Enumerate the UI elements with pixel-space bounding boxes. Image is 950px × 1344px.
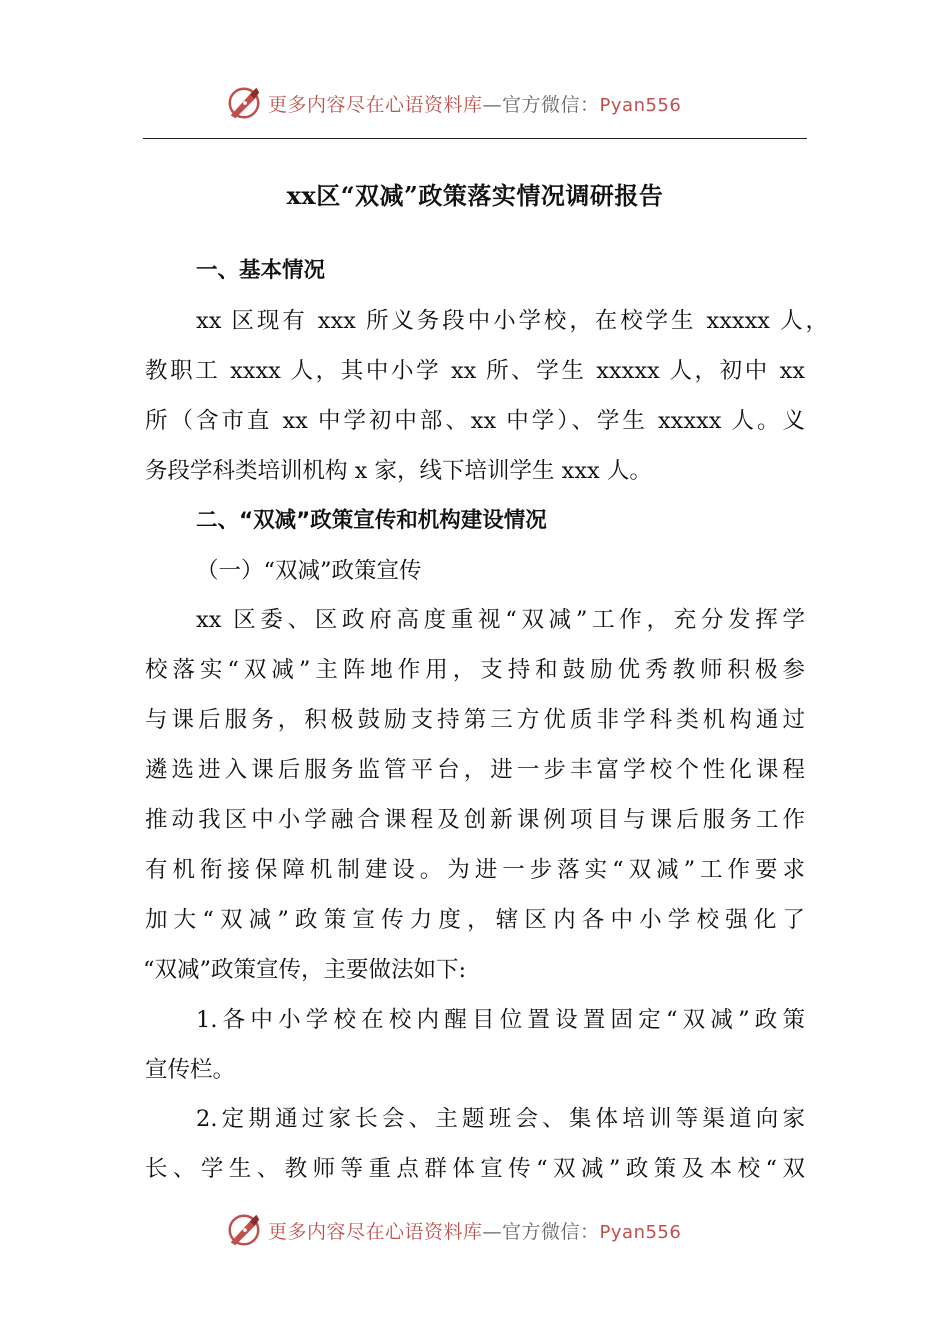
paragraph-line: 务段学科类培训机构 x 家，线下培训学生 xxx 人。 (145, 458, 652, 484)
watermark-wechat-id: Pyan556 (599, 1222, 682, 1243)
list-item-2-cont: 长、学生、教师等重点群体宣传“双减”政策及本校“双 (145, 1156, 805, 1182)
watermark-text (268, 1217, 681, 1244)
footer-watermark (0, 1205, 950, 1255)
paragraph-line: 有机衔接保障机制建设。为进一步落实“双减”工作要求 (145, 857, 805, 883)
paragraph-line: 校落实“双减”主阵地作用，支持和鼓励优秀教师积极参 (145, 657, 805, 683)
paragraph-line: 推动我区中小学融合课程及创新课例项目与课后服务工作 (145, 807, 805, 833)
watermark-official-label: 官方微信： (502, 94, 600, 116)
watermark-wechat-id: Pyan556 (599, 95, 682, 116)
paragraph-line: “双减”政策宣传，主要做法如下: (143, 957, 467, 983)
paragraph-line: xx 区委、区政府高度重视“双减”工作，充分发挥学 (196, 607, 805, 633)
header-watermark (0, 78, 950, 128)
watermark-separator: — (482, 1221, 503, 1243)
subsection-heading-1: （一）“双减”政策宣传 (196, 558, 422, 584)
watermark-brand: 更多内容尽在心语资料库 (268, 94, 483, 116)
watermark-official-label: 官方微信： (502, 1221, 600, 1243)
paragraph-line: 加大“双减”政策宣传力度，辖区内各中小学校强化了 (145, 907, 805, 933)
pen-nib-logo-icon (225, 1211, 263, 1249)
document-title: xx区“双减”政策落实情况调研报告 (286, 181, 664, 210)
list-item-1-cont: 宣传栏。 (145, 1057, 236, 1083)
watermark-text (268, 90, 681, 117)
paragraph-line: 所（含市直 xx 中学初中部、xx 中学）、学生 xxxxx 人。义 (145, 408, 805, 434)
paragraph-line: 与课后服务，积极鼓励支持第三方优质非学科类机构通过 (145, 707, 805, 733)
list-item-1: 1.各中小学校在校内醒目位置设置固定“双减”政策 (196, 1007, 805, 1033)
paragraph-line: 教职工 xxxx 人，其中小学 xx 所、学生 xxxxx 人，初中 xx (145, 358, 805, 384)
header-divider (143, 138, 807, 139)
pen-nib-logo-icon (225, 84, 263, 122)
watermark-brand: 更多内容尽在心语资料库 (268, 1221, 483, 1243)
section-heading-2: 二、“双减”政策宣传和机构建设情况 (196, 508, 547, 533)
list-item-2: 2.定期通过家长会、主题班会、集体培训等渠道向家 (196, 1106, 805, 1132)
paragraph-line: 遴选进入课后服务监管平台，进一步丰富学校个性化课程 (145, 757, 805, 783)
watermark-separator: — (482, 94, 503, 116)
paragraph-line: xx 区现有 xxx 所义务段中小学校，在校学生 xxxxx 人， (196, 308, 828, 334)
section-heading-1: 一、基本情况 (196, 258, 326, 283)
